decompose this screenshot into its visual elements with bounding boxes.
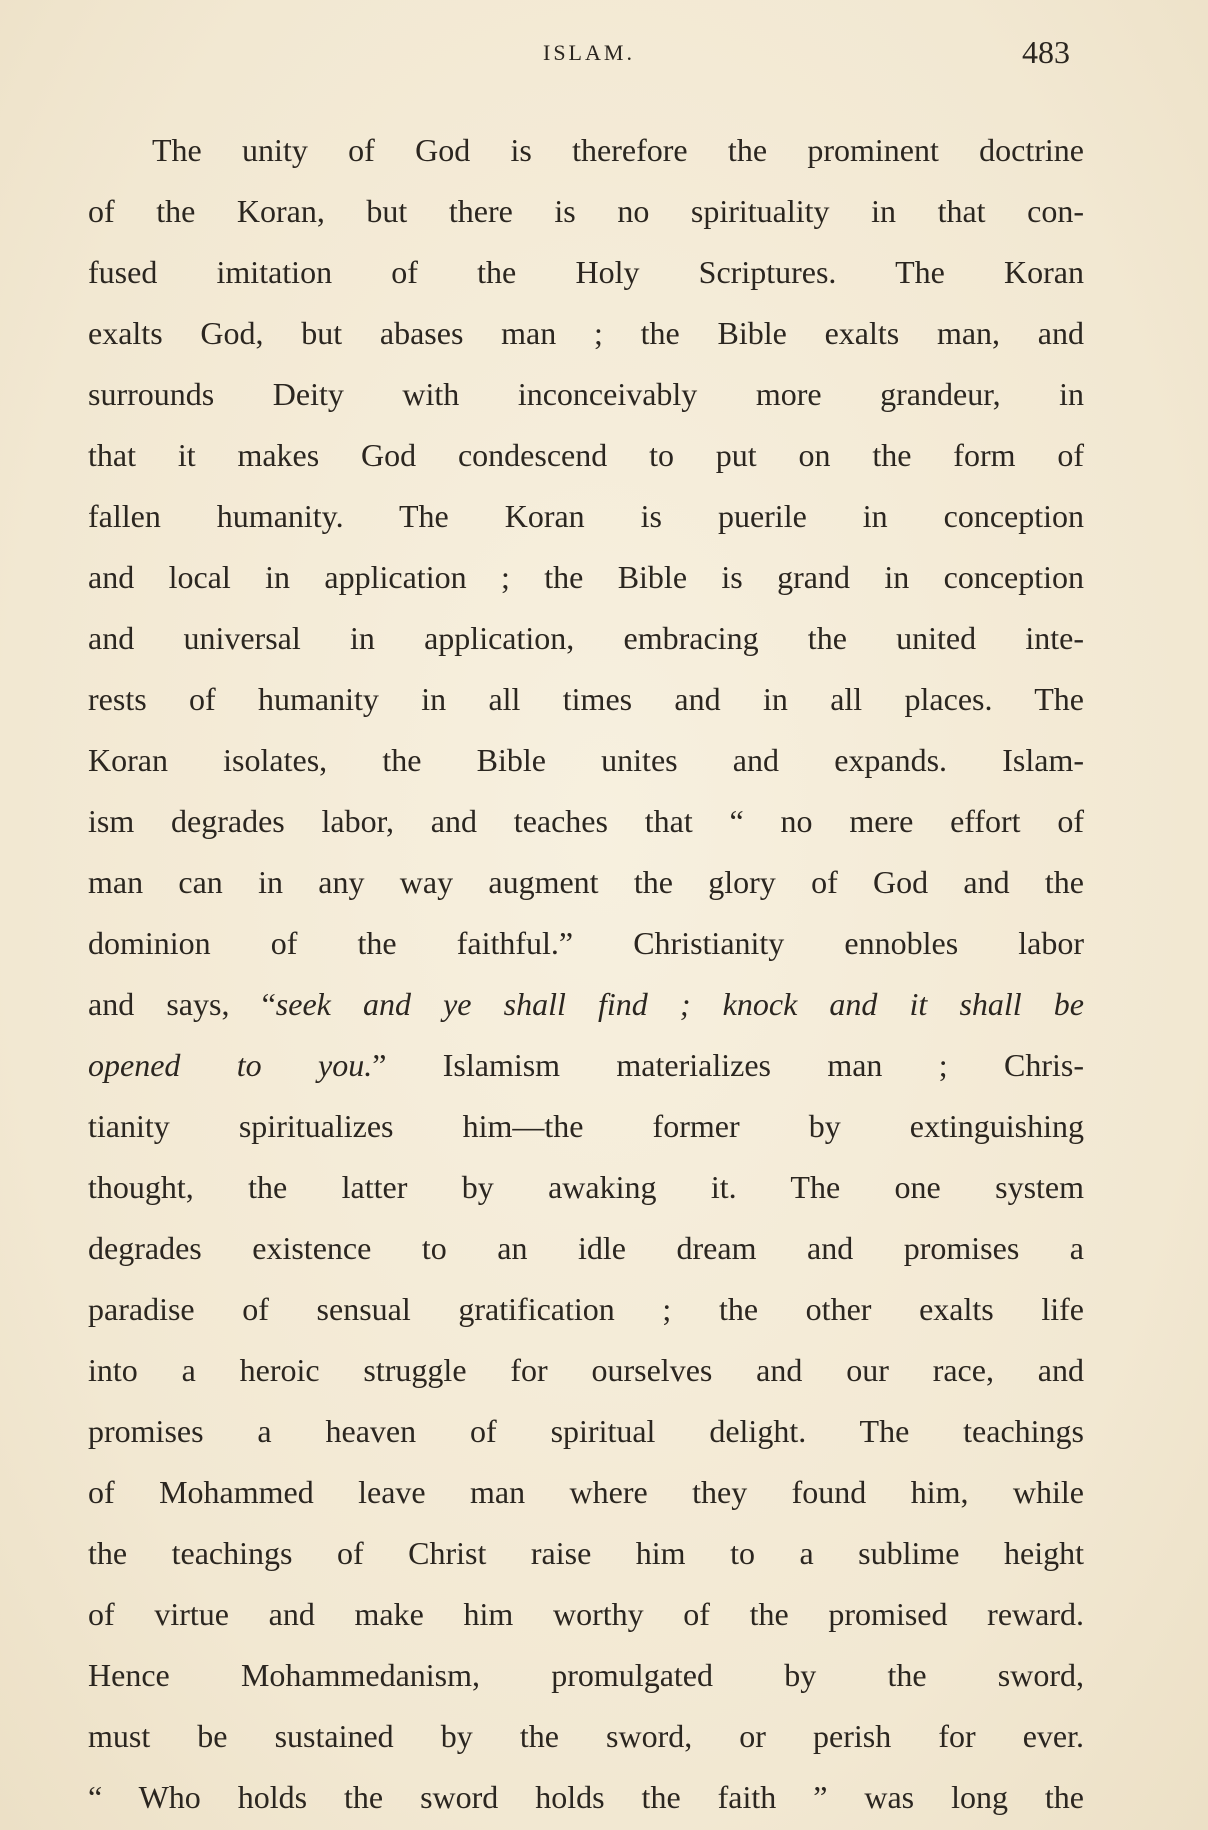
italic-text-span: opened to you. (88, 1047, 373, 1083)
text-line (88, 1218, 1084, 1279)
text-span: Koran isolates, the Bible unites and expands. Islam- (88, 742, 1084, 778)
text-span: dominion of the faithful.” Christianity ennobles labor (88, 925, 1084, 961)
text-line (88, 1767, 1084, 1828)
text-span: degrades existence to an idle dream and promises a (88, 1230, 1084, 1266)
text-line (88, 1462, 1084, 1523)
text-line (88, 1279, 1084, 1340)
text-line (88, 608, 1084, 669)
text-span: ism degrades labor, and teaches that “ no mere effort of (88, 803, 1084, 839)
text-line (88, 364, 1084, 425)
italic-text-span: seek and ye shall find ; knock and it shall be (275, 986, 1085, 1022)
text-line (88, 486, 1084, 547)
text-line (88, 425, 1084, 486)
text-line (88, 303, 1084, 364)
page-number: 483 (1022, 34, 1070, 70)
text-span: fused imitation of the Holy Scriptures. The Koran (88, 254, 1084, 290)
text-line (88, 547, 1084, 608)
text-line (88, 1401, 1084, 1462)
text-span: of Mohammed leave man where they found him, while (88, 1474, 1084, 1510)
text-line (88, 1523, 1084, 1584)
text-line (88, 1706, 1084, 1767)
text-line (88, 1035, 1084, 1096)
text-span: the teachings of Christ raise him to a sublime height (88, 1535, 1084, 1571)
running-head-title: ISLAM. (543, 40, 635, 65)
text-span: exalts God, but abases man ; the Bible exalts man, and (88, 315, 1084, 351)
text-line (88, 913, 1084, 974)
text-line (88, 1584, 1084, 1645)
text-line (88, 730, 1084, 791)
text-span: ” Islamism materializes man ; Chris- (372, 1047, 1084, 1083)
running-head (0, 34, 1208, 74)
text-span: of the Koran, but there is no spirituality in that con- (88, 193, 1084, 229)
text-span: paradise of sensual gratification ; the other exalts life (88, 1291, 1084, 1327)
text-span: and universal in application, embracing the united inte- (88, 620, 1084, 656)
text-span: rests of humanity in all times and in all places. The (88, 681, 1084, 717)
text-line (88, 120, 1084, 181)
text-span: surrounds Deity with inconceivably more grandeur, in (88, 376, 1084, 412)
text-line (88, 1157, 1084, 1218)
text-span: thought, the latter by awaking it. The one system (88, 1169, 1084, 1205)
text-span: Hence Mohammedanism, promulgated by the sword, (88, 1657, 1084, 1693)
text-line (88, 181, 1084, 242)
text-line (88, 1340, 1084, 1401)
text-span: fallen humanity. The Koran is puerile in conception (88, 498, 1084, 534)
text-span: and says, “ (88, 986, 276, 1022)
text-line (88, 242, 1084, 303)
body-text (88, 120, 1084, 1828)
text-span: that it makes God condescend to put on the form of (88, 437, 1084, 473)
text-span: must be sustained by the sword, or perish for ever. (88, 1718, 1084, 1754)
text-line (88, 669, 1084, 730)
text-span: into a heroic struggle for ourselves and our race, and (88, 1352, 1084, 1388)
text-line (88, 852, 1084, 913)
text-span: promises a heaven of spiritual delight. The teachings (88, 1413, 1084, 1449)
text-line (88, 974, 1084, 1035)
text-line (88, 1645, 1084, 1706)
text-span: and local in application ; the Bible is grand in conception (88, 559, 1084, 595)
text-span: of virtue and make him worthy of the promised reward. (88, 1596, 1084, 1632)
text-span: “ Who holds the sword holds the faith ” was long the (88, 1779, 1084, 1815)
text-span: tianity spiritualizes him—the former by extinguishing (88, 1108, 1084, 1144)
text-line (88, 791, 1084, 852)
text-span: man can in any way augment the glory of God and the (88, 864, 1084, 900)
text-line (88, 1096, 1084, 1157)
text-span: The unity of God is therefore the prominent doctrine (152, 132, 1084, 168)
